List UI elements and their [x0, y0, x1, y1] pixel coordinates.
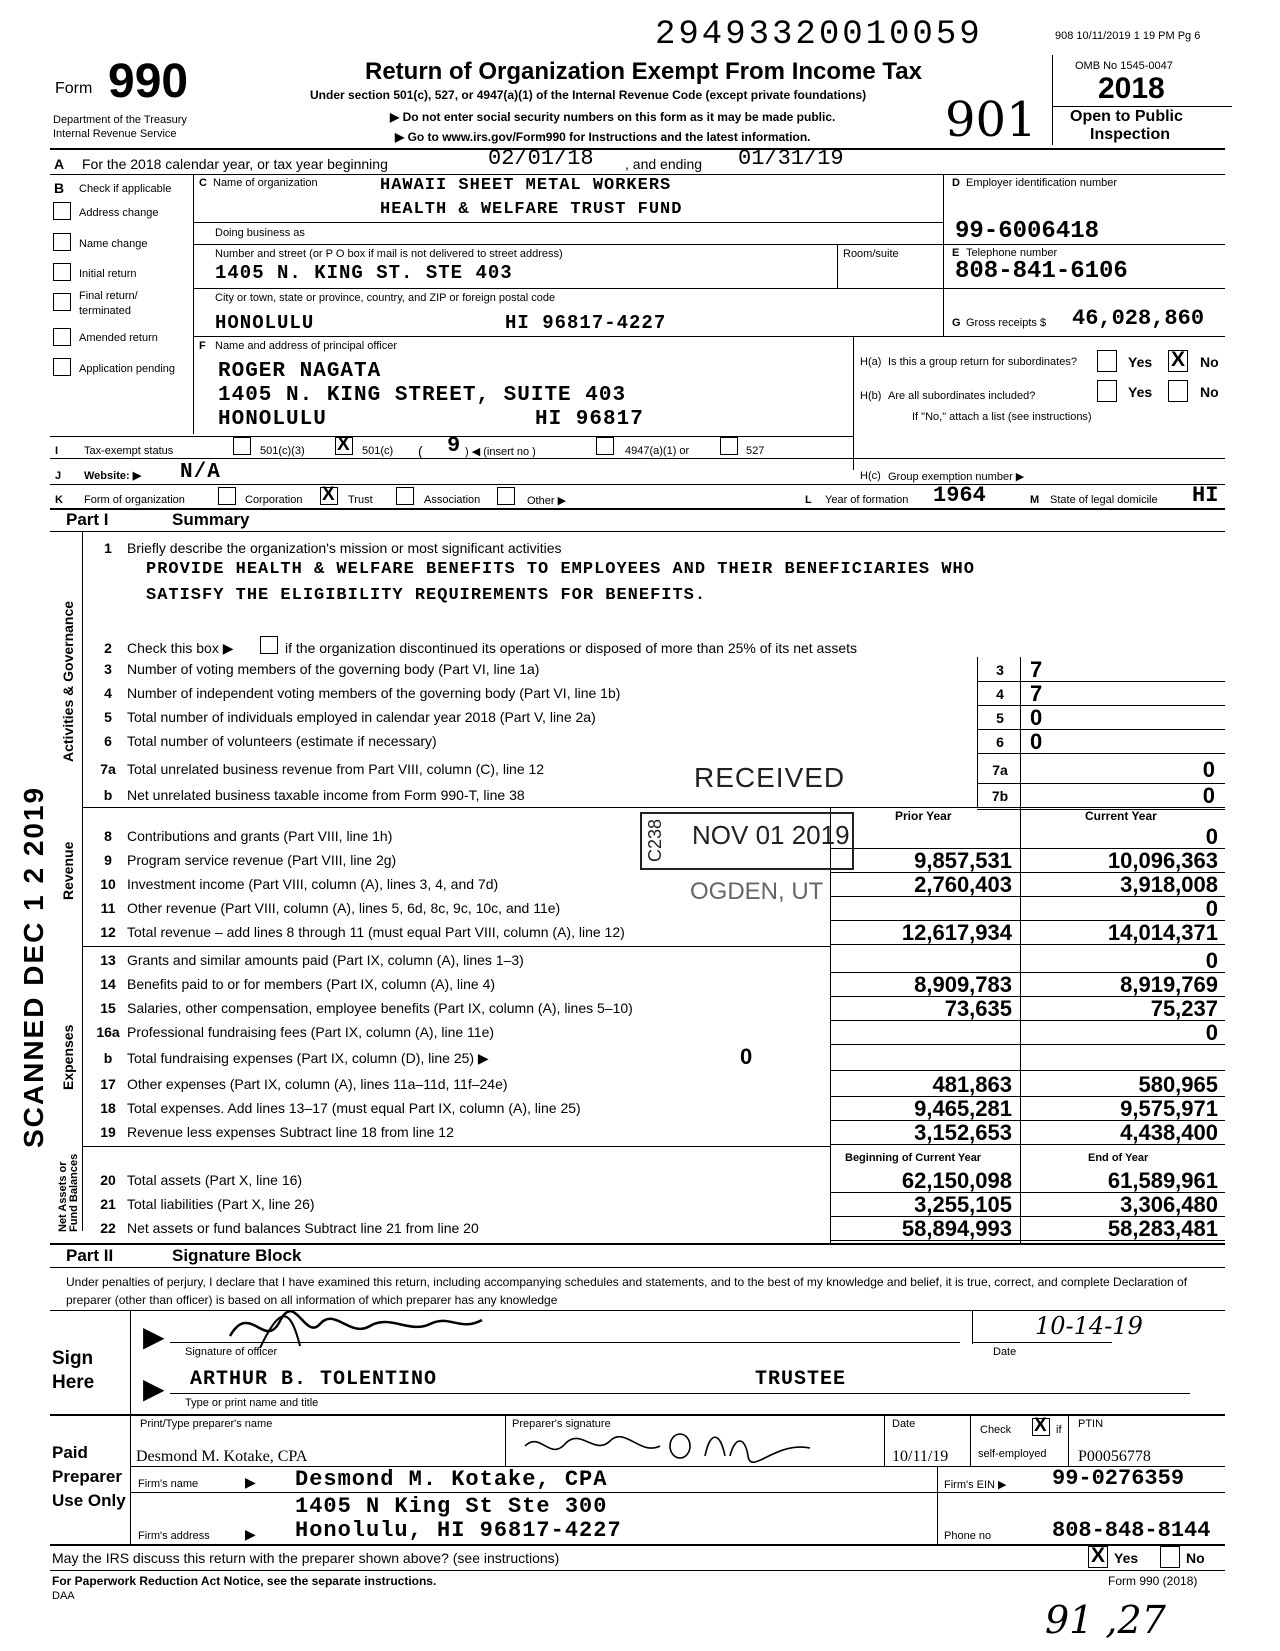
line-a-label: A	[54, 156, 65, 172]
here-label: Here	[52, 1372, 95, 1393]
net-line-number: 21	[100, 1196, 116, 1212]
received-stamp	[640, 752, 895, 922]
gov-line-value[interactable]: 0	[1202, 783, 1215, 808]
self-employed-label: self-employed	[978, 1448, 1047, 1460]
gov-line-text: Net unrelated business taxable income from Form 990-T, line 38	[127, 787, 525, 803]
e-label: E	[952, 247, 960, 259]
line-a-text: For the 2018 calendar year, or tax year beginning	[82, 156, 388, 172]
ptin-label: PTIN	[1078, 1418, 1104, 1430]
gov-line-text: Total number of individuals employed in calendar year 2018 (Part V, line 2a)	[127, 709, 596, 725]
phone-value[interactable]: 808-841-6106	[955, 258, 1128, 285]
ein-label: Employer identification number	[966, 177, 1118, 189]
final-return-checkbox[interactable]	[53, 293, 71, 311]
paren-open: (	[418, 443, 423, 459]
line2-text-a: Check this box ▶	[127, 640, 234, 656]
fin-line-text: Benefits paid to or for members (Part IX, column (A), line 4)	[127, 976, 496, 992]
net-line-text: Total assets (Part X, line 16)	[127, 1172, 303, 1188]
fin-line-text: Other revenue (Part VIII, column (A), lines 5, 6d, 8c, 9c, 10c, and 11e)	[127, 900, 561, 916]
fin-line-text: Revenue less expenses Subtract line 18 from line 12	[127, 1124, 454, 1140]
gov-line-box: 3	[996, 662, 1004, 678]
fin-line-number: 16a	[96, 1024, 120, 1040]
current-year-value[interactable]: 9,575,971	[1120, 1096, 1218, 1121]
gross-label: Gross receipts $	[966, 317, 1047, 329]
year-formation-label: Year of formation	[825, 494, 909, 506]
fin-line-number: 14	[100, 976, 116, 992]
prior-year-value[interactable]: 2,760,403	[914, 872, 1012, 897]
firm-ein[interactable]: 99-0276359	[1052, 1466, 1185, 1491]
firm-address-label: Firm's address	[138, 1530, 210, 1542]
hb-yes-label: Yes	[1128, 384, 1153, 400]
association-label: Association	[424, 494, 481, 506]
firm-phone-label: Phone no	[944, 1530, 992, 1542]
ha-no-label: No	[1200, 354, 1219, 370]
sign-arrow-icon-2: ▶	[143, 1373, 165, 1404]
website-label: Website: ▶	[84, 470, 142, 482]
gov-line-box: 6	[996, 734, 1004, 750]
address-change-label: Address change	[79, 207, 159, 219]
paperwork-notice: For Paperwork Reduction Act Notice, see the separate instructions.	[52, 1574, 437, 1588]
preparer-sig-label: Preparer's signature	[512, 1418, 611, 1430]
org-name-label: Name of organization	[213, 177, 318, 189]
preparer-signature	[520, 1426, 820, 1466]
check-applicable: Check if applicable	[79, 183, 172, 195]
preparer-name[interactable]: Desmond M. Kotake, CPA	[136, 1448, 308, 1465]
i-label: I	[55, 445, 59, 457]
org-name-line2[interactable]: HEALTH & WELFARE TRUST FUND	[380, 200, 683, 219]
hb-no-checkbox[interactable]	[1168, 380, 1188, 402]
527-checkbox[interactable]	[720, 437, 738, 455]
sign-label: Sign	[52, 1348, 94, 1369]
state-zip[interactable]: HI 96817-4227	[505, 312, 667, 334]
paid-label: Paid	[52, 1443, 88, 1462]
ha-yes-label: Yes	[1128, 354, 1153, 370]
firm-address-line1[interactable]: 1405 N King St Ste 300	[295, 1494, 608, 1519]
prior-year-value[interactable]: 9,465,281	[914, 1096, 1012, 1121]
current-year-value[interactable]: 75,237	[1150, 996, 1218, 1021]
ssn-note: ▶ Do not enter social security numbers on this form as it may be made public.	[390, 110, 836, 124]
handwritten-code: 901	[945, 92, 1037, 148]
fin-line-number: b	[103, 1050, 113, 1066]
and-ending: , and ending	[625, 156, 703, 172]
name-title-label: Type or print name and title	[185, 1397, 319, 1409]
hb-label: H(b)	[860, 390, 882, 402]
fin-line-text: Salaries, other compensation, employee benefits (Part IX, column (A), lines 5–10)	[127, 1000, 633, 1016]
j-label: J	[55, 470, 62, 482]
phone-label: Telephone number	[966, 247, 1058, 259]
gov-line-number: 4	[104, 685, 112, 701]
fin-line-number: 19	[100, 1124, 116, 1140]
net-line-text: Net assets or fund balances Subtract line 21 from line 20	[127, 1220, 479, 1236]
preparer-name-label: Print/Type preparer's name	[140, 1418, 273, 1430]
gross-receipts[interactable]: 46,028,860	[1072, 306, 1205, 331]
line2-text-b: if the organization discontinued its operations or disposed of more than 25% of its net assets	[285, 640, 858, 656]
fin-line-text: Total expenses. Add lines 13–17 (must equal Part IX, column (A), line 25)	[127, 1100, 581, 1116]
part1-label: Part I	[66, 510, 109, 529]
signature-officer-label: Signature of officer	[185, 1346, 278, 1358]
fin-line-number: 8	[104, 828, 112, 844]
ha-label: H(a)	[860, 356, 882, 368]
name-change-checkbox[interactable]	[53, 233, 71, 251]
side-net-assets: Net Assets or Fund Balances	[57, 1153, 80, 1232]
ha-yes-checkbox[interactable]	[1097, 350, 1117, 372]
current-year-value[interactable]: 0	[1205, 896, 1218, 921]
gov-line-number: 3	[104, 661, 112, 677]
gov-line-box: 7a	[992, 762, 1008, 778]
firm-address-arrow-icon: ▶	[245, 1526, 256, 1542]
year-formation[interactable]: 1964	[933, 483, 986, 508]
fin-line-text: Investment income (Part VIII, column (A), lines 3, 4, and 7d)	[127, 876, 499, 892]
tax-year-end[interactable]: 01/31/19	[738, 146, 844, 171]
trust-label: Trust	[348, 494, 373, 506]
if-label: if	[1056, 1424, 1062, 1436]
gov-line-text: Total unrelated business revenue from Part VIII, column (C), line 12	[127, 761, 545, 777]
firm-name-arrow-icon: ▶	[245, 1474, 256, 1490]
terminated-label: terminated	[79, 305, 131, 317]
501c-checkbox[interactable]	[335, 437, 353, 455]
hc-label: H(c)	[860, 470, 881, 482]
use-only-label: Use Only	[52, 1491, 126, 1510]
prior-year-value[interactable]: 481,863	[932, 1072, 1012, 1097]
gov-line-value[interactable]: 0	[1030, 729, 1043, 754]
dln-number: 29493320010059	[655, 16, 983, 54]
current-year-value[interactable]: 4,438,400	[1120, 1120, 1218, 1145]
domicile-label: State of legal domicile	[1050, 494, 1158, 506]
tax-year: 2018	[1098, 72, 1165, 105]
officer-city[interactable]: HONOLULU	[218, 408, 327, 431]
c-label: C	[199, 177, 207, 189]
fin-line-text: Total fundraising expenses (Part IX, column (D), line 25) ▶	[127, 1050, 489, 1066]
hc-text: Group exemption number ▶	[888, 471, 1025, 483]
gov-line-value[interactable]: 7	[1030, 657, 1043, 682]
tax-year-begin[interactable]: 02/01/18	[488, 146, 594, 171]
col-current-year: Current Year	[1085, 809, 1157, 823]
end-year-value[interactable]: 61,589,961	[1107, 1168, 1218, 1193]
ha-no-checkbox[interactable]	[1168, 350, 1188, 372]
officer-label: Name and address of principal officer	[215, 340, 398, 352]
prior-year-value[interactable]: 9,857,531	[914, 848, 1012, 873]
net-line-number: 20	[100, 1172, 116, 1188]
trust-checkbox[interactable]	[320, 487, 338, 505]
form-subtitle: Under section 501(c), 527, or 4947(a)(1) of the Internal Revenue Code (except private foundations)	[310, 88, 867, 102]
gov-line-number: 5	[104, 709, 112, 725]
omb-number: OMB No 1545-0047	[1075, 60, 1173, 72]
begin-year-value[interactable]: 58,894,993	[901, 1216, 1012, 1241]
firm-ein-label: Firm's EIN ▶	[944, 1479, 1007, 1491]
preparer-label: Preparer	[52, 1467, 122, 1486]
part1-title: Summary	[172, 510, 250, 529]
fin-line-text: Grants and similar amounts paid (Part IX, column (A), lines 1–3)	[127, 952, 524, 968]
end-year-value[interactable]: 58,283,481	[1107, 1216, 1218, 1241]
gov-line-box: 4	[996, 686, 1004, 702]
current-year-value[interactable]: 0	[1205, 824, 1218, 849]
preparer-date[interactable]: 10/11/19	[892, 1448, 949, 1465]
discuss-no-label: No	[1186, 1550, 1205, 1566]
ein-value[interactable]: 99-6006418	[955, 218, 1100, 245]
tax-status-label: Tax-exempt status	[84, 445, 174, 457]
fin-line-number: 11	[100, 900, 116, 916]
col-begin-year: Beginning of Current Year	[845, 1152, 982, 1164]
current-year-value[interactable]: 0	[1205, 948, 1218, 973]
g-label: G	[952, 317, 961, 329]
final-return-label: Final return/	[79, 290, 138, 302]
other-checkbox[interactable]	[497, 487, 515, 505]
col-prior-year: Prior Year	[895, 809, 952, 823]
prior-year-value[interactable]: 73,635	[944, 996, 1012, 1021]
hb-no-label: No	[1200, 384, 1219, 400]
website-value[interactable]: N/A	[180, 461, 221, 484]
prior-year-value[interactable]: 8,909,783	[914, 972, 1012, 997]
gov-line-box: 7b	[991, 788, 1009, 804]
self-employed-checkbox[interactable]	[1032, 1418, 1050, 1436]
initial-return-checkbox[interactable]	[53, 263, 71, 281]
fin-line-number: 9	[104, 852, 112, 868]
officer-address[interactable]: 1405 N. KING STREET, SUITE 403	[218, 384, 627, 407]
form-reference: Form 990 (2018)	[1108, 1574, 1198, 1588]
line1-number: 1	[104, 540, 112, 556]
begin-year-value[interactable]: 62,150,098	[901, 1168, 1012, 1193]
col-end-year: End of Year	[1088, 1152, 1149, 1164]
k-label: K	[55, 494, 63, 506]
mission-line2[interactable]: SATISFY THE ELIGIBILITY REQUIREMENTS FOR BENEFITS.	[146, 586, 707, 605]
f-label: F	[199, 340, 206, 352]
handwritten-footer: 91 ,27	[1045, 1598, 1166, 1642]
fundraising-inline-value[interactable]: 0	[740, 1044, 753, 1069]
side-expenses: Expenses	[60, 1024, 76, 1090]
end-year-value[interactable]: 3,306,480	[1120, 1192, 1218, 1217]
prior-year-value[interactable]: 12,617,934	[901, 920, 1012, 945]
gov-line-value[interactable]: 0	[1202, 757, 1215, 782]
current-year-value[interactable]: 14,014,371	[1107, 920, 1218, 945]
domicile-value[interactable]: HI	[1192, 483, 1219, 508]
gov-line-text: Total number of volunteers (estimate if necessary)	[127, 733, 437, 749]
insert-no: ) ◀ (insert no )	[465, 446, 536, 458]
fin-line-number: 18	[100, 1100, 116, 1116]
section-b-label: B	[54, 180, 65, 196]
open-public: Open to Public	[1070, 108, 1183, 125]
side-governance: Activities & Governance	[60, 600, 76, 762]
l-label: L	[805, 494, 812, 506]
d-label: D	[952, 177, 960, 189]
4947-label: 4947(a)(1) or	[625, 445, 690, 457]
fin-line-number: 12	[100, 924, 116, 940]
irs-name: Internal Revenue Service	[53, 128, 177, 140]
net-line-text: Total liabilities (Part X, line 26)	[127, 1196, 315, 1212]
officer-print-name[interactable]: ARTHUR B. TOLENTINO	[190, 1368, 438, 1391]
dba-label: Doing business as	[215, 227, 305, 239]
discuss-no-checkbox[interactable]	[1160, 1546, 1180, 1568]
daa-label: DAA	[52, 1590, 75, 1602]
signature-date[interactable]: 10-14-19	[1035, 1312, 1143, 1340]
stamp-code: C238	[645, 818, 665, 862]
room-suite-label: Room/suite	[843, 248, 899, 260]
street-label: Number and street (or P O box if mail is not delivered to street address)	[215, 248, 563, 260]
prior-year-value[interactable]: 3,152,653	[914, 1120, 1012, 1145]
initial-return-label: Initial return	[79, 268, 137, 280]
address-change-checkbox[interactable]	[53, 202, 71, 220]
officer-state-zip[interactable]: HI 96817	[535, 408, 644, 431]
part2-title: Signature Block	[172, 1246, 302, 1265]
signature-date-label: Date	[993, 1346, 1017, 1358]
fin-line-text: Professional fundraising fees (Part IX, column (A), line 11e)	[127, 1024, 495, 1040]
sign-arrow-icon: ▶	[143, 1321, 165, 1352]
gov-line-number: b	[103, 787, 113, 803]
application-pending-label: Application pending	[79, 363, 176, 375]
gov-line-box: 5	[996, 710, 1004, 726]
form-org-label: Form of organization	[84, 494, 185, 506]
fin-line-number: 15	[100, 1000, 116, 1016]
preparer-date-label: Date	[892, 1418, 916, 1430]
received-text: RECEIVED	[694, 762, 846, 793]
current-year-value[interactable]: 8,919,769	[1120, 972, 1218, 997]
firm-phone[interactable]: 808-848-8144	[1052, 1518, 1211, 1543]
gov-line-text: Number of voting members of the governing body (Part VI, line 1a)	[127, 661, 540, 677]
net-line-number: 22	[100, 1220, 116, 1236]
form-label: Form	[55, 80, 93, 97]
fin-line-text: Program service revenue (Part VIII, line 2g)	[127, 852, 397, 868]
current-year-value[interactable]: 3,918,008	[1120, 872, 1218, 897]
org-name-line1[interactable]: HAWAII SHEET METAL WORKERS	[380, 176, 672, 195]
firm-address-line2[interactable]: Honolulu, HI 96817-4227	[295, 1518, 622, 1543]
gov-line-value[interactable]: 0	[1030, 705, 1043, 730]
firm-name[interactable]: Desmond M. Kotake, CPA	[295, 1467, 608, 1492]
527-label: 527	[746, 445, 765, 457]
application-pending-checkbox[interactable]	[53, 358, 71, 376]
ptin-value[interactable]: P00056778	[1078, 1448, 1151, 1465]
gov-line-text: Number of independent voting members of the governing body (Part VI, line 1b)	[127, 685, 621, 701]
gov-line-number: 6	[104, 733, 112, 749]
fin-line-number: 10	[100, 876, 116, 892]
hb-yes-checkbox[interactable]	[1097, 380, 1117, 402]
officer-name[interactable]: ROGER NAGATA	[218, 360, 382, 383]
firm-name-label: Firm's name	[138, 1478, 199, 1490]
gov-line-value[interactable]: 7	[1030, 681, 1043, 706]
corporation-label: Corporation	[245, 494, 303, 506]
ha-text: Is this a group return for subordinates?	[888, 356, 1077, 368]
line1-text: Briefly describe the organization's mission or most significant activities	[127, 540, 562, 556]
4947-checkbox[interactable]	[596, 437, 614, 455]
m-label: M	[1030, 494, 1040, 506]
inspection: Inspection	[1090, 126, 1171, 143]
fin-line-text: Contributions and grants (Part VIII, line 1h)	[127, 828, 393, 844]
form-number: 990	[108, 55, 189, 108]
discuss-yes-label: Yes	[1114, 1550, 1139, 1566]
hb-text: Are all subordinates included?	[888, 390, 1036, 402]
perjury-statement: Under penalties of perjury, I declare that I have examined this return, including accompanying schedules and statements, and to the best of my knowledge and belief, it is true, correct, and complete Declaration of preparer (other than officer) is based on all information of which preparer has any knowledge	[66, 1275, 1188, 1307]
irs-discuss-question: May the IRS discuss this return with the preparer shown above? (see instructions)	[52, 1550, 560, 1566]
amended-return-checkbox[interactable]	[53, 328, 71, 346]
stamp-city: OGDEN, UT	[690, 878, 824, 905]
discuss-yes-checkbox[interactable]	[1088, 1546, 1108, 1568]
mission-line1[interactable]: PROVIDE HEALTH & WELFARE BENEFITS TO EMPLOYEES AND THEIR BENEFICIARIES WHO	[146, 560, 975, 579]
current-year-value[interactable]: 10,096,363	[1107, 848, 1218, 873]
goto-note: ▶ Go to www.irs.gov/Form990 for Instructions and the latest information.	[395, 130, 811, 144]
line2-number: 2	[104, 640, 112, 656]
association-checkbox[interactable]	[396, 487, 414, 505]
city-label: City or town, state or province, country, and ZIP or foreign postal code	[215, 292, 556, 304]
stamp-date: NOV 01 2019	[692, 820, 850, 850]
501c-code[interactable]: 9	[447, 433, 461, 458]
current-year-value[interactable]: 580,965	[1138, 1072, 1218, 1097]
city[interactable]: HONOLULU	[215, 312, 315, 334]
gov-line-number: 7a	[100, 761, 116, 777]
check-label: Check	[980, 1424, 1012, 1436]
department: Department of the Treasury	[53, 114, 187, 126]
501c3-checkbox[interactable]	[233, 437, 251, 455]
fin-line-number: 13	[100, 952, 116, 968]
timestamp: 908 10/11/2019 1 19 PM Pg 6	[1055, 30, 1201, 42]
fin-line-text: Total revenue – add lines 8 through 11 (must equal Part VIII, column (A), line 12)	[127, 924, 625, 940]
form-title: Return of Organization Exempt From Income Tax	[365, 58, 922, 85]
street-address[interactable]: 1405 N. KING ST. STE 403	[215, 262, 513, 284]
name-change-label: Name change	[79, 238, 148, 250]
hb-note: If "No," attach a list (see instructions)	[912, 411, 1092, 423]
scanned-stamp: SCANNED DEC 1 2 2019	[18, 785, 49, 1148]
corporation-checkbox[interactable]	[218, 487, 236, 505]
officer-print-title[interactable]: TRUSTEE	[755, 1368, 847, 1391]
amended-return-label: Amended return	[79, 332, 158, 344]
other-label: Other ▶	[527, 495, 567, 507]
501c-label: 501(c)	[362, 445, 394, 457]
begin-year-value[interactable]: 3,255,105	[914, 1192, 1012, 1217]
fin-line-number: 17	[100, 1076, 116, 1092]
discontinued-checkbox[interactable]	[260, 636, 278, 654]
side-revenue: Revenue	[60, 841, 76, 900]
current-year-value[interactable]: 0	[1205, 1020, 1218, 1045]
501c3-label: 501(c)(3)	[260, 445, 305, 457]
part2-label: Part II	[66, 1246, 114, 1265]
fin-line-text: Other expenses (Part IX, column (A), lines 11a–11d, 11f–24e)	[127, 1076, 508, 1092]
